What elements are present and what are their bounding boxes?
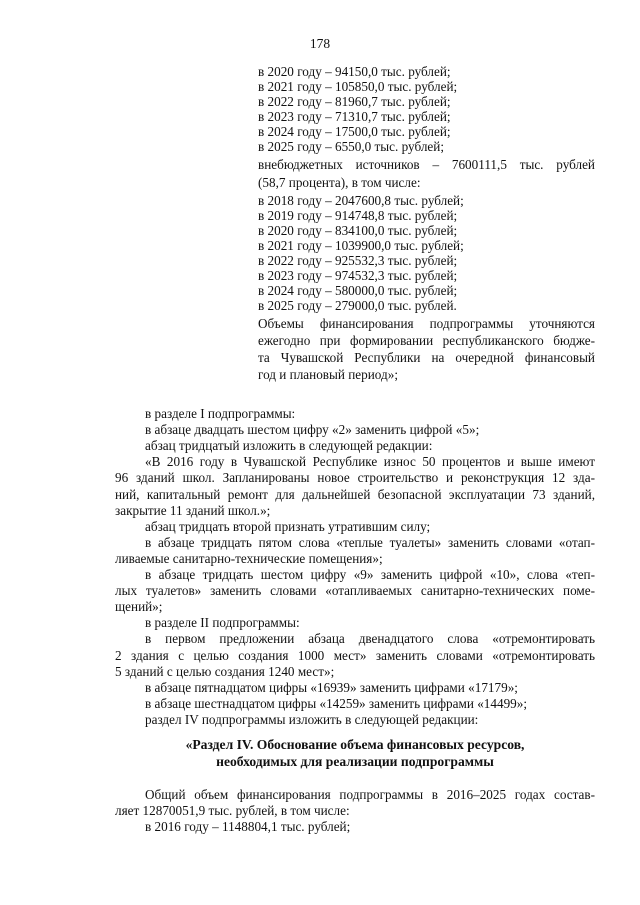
year-line: в 2021 году – 105850,0 тыс. рублей; [258, 79, 458, 94]
page-number: 178 [309, 36, 331, 51]
clarify-line: та Чувашской Республики на очередной финансовый [258, 350, 595, 365]
year-line: в 2025 году – 279000,0 тыс. рублей. [258, 298, 457, 313]
paragraph-line: в разделе I подпрограммы: [145, 406, 296, 421]
year-line: в 2023 году – 71310,7 тыс. рублей; [258, 109, 451, 124]
clarify-line: Объемы финансирования подпрограммы уточняются [258, 316, 595, 331]
paragraph-line: абзац тридцатый изложить в следующей редакции: [145, 438, 433, 454]
year-line: в 2025 году – 6550,0 тыс. рублей; [258, 139, 444, 154]
year-line: в 2019 году – 914748,8 тыс. рублей; [258, 208, 458, 223]
paragraph-line: Общий объем финансирования подпрограммы в 2016–2025 годах состав- [145, 787, 595, 802]
paragraph-line: в первом предложении абзаца двенадцатого слова «отремонтировать [145, 631, 595, 647]
clarify-line: год и плановый период»; [258, 367, 398, 382]
year-line: в 2024 году – 17500,0 тыс. рублей; [258, 124, 451, 139]
extrabudget-line: внебюджетных источников – 7600111,5 тыс. рублей [258, 157, 595, 172]
paragraph-line: в 2016 году – 1148804,1 тыс. рублей; [145, 819, 351, 835]
year-line: в 2022 году – 925532,3 тыс. рублей; [258, 253, 458, 268]
paragraph-line: щений»; [115, 599, 163, 615]
paragraph-line: в абзаце шестнадцатом цифры «14259» заменить цифрами «14499»; [145, 695, 528, 711]
year-line: в 2018 году – 2047600,8 тыс. рублей; [258, 193, 464, 208]
extrabudget-line: (58,7 процента), в том числе: [258, 175, 421, 190]
year-line: в 2022 году – 81960,7 тыс. рублей; [258, 94, 451, 109]
year-line: в 2020 году – 94150,0 тыс. рублей; [258, 64, 451, 79]
paragraph-line: в разделе II подпрограммы: [145, 615, 300, 631]
paragraph-line: в абзаце двадцать шестом цифру «2» заменить цифрой «5»; [145, 422, 480, 438]
paragraph-line: 96 зданий школ. Запланированы новое строительство и реконструкция 12 зда- [115, 470, 595, 486]
paragraph-line: в абзаце тридцать пятом слова «теплые туалеты» заменить словами «отап- [145, 534, 595, 550]
paragraph-line: лых туалетов» заменить словами «отапливаемых санитарно-технических поме- [115, 583, 595, 599]
paragraph-line: 5 зданий с целью создания 1240 мест»; [115, 663, 335, 679]
paragraph-line: ний, капитальный ремонт для дальнейшей безопасной эксплуатации 73 зданий, [115, 486, 595, 502]
year-line: в 2021 году – 1039900,0 тыс. рублей; [258, 238, 464, 253]
paragraph-line: 2 здания с целью создания 1000 мест» заменить словами «отремонтировать [115, 647, 595, 663]
year-line: в 2020 году – 834100,0 тыс. рублей; [258, 223, 458, 238]
paragraph-line: «В 2016 году в Чувашской Республике износ 50 процентов и выше имеют [145, 454, 595, 470]
paragraph-line: абзац тридцать второй признать утратившим силу; [145, 518, 431, 534]
section-heading-line: необходимых для реализации подпрограммы [216, 754, 494, 769]
paragraph-line: в абзаце пятнадцатом цифры «16939» заменить цифрами «17179»; [145, 679, 518, 695]
section-heading-line: «Раздел IV. Обоснование объема финансовых ресурсов, [185, 737, 525, 752]
paragraph-line: ляет 12870051,9 тыс. рублей, в том числе: [115, 803, 350, 819]
paragraph-line: закрытие 11 зданий школ.»; [115, 502, 271, 518]
clarify-line: ежегодно при формировании республиканского бюдже- [258, 333, 595, 348]
paragraph-line: в абзаце тридцать шестом цифру «9» заменить цифрой «10», слова «теп- [145, 567, 595, 582]
paragraph-line: раздел IV подпрограммы изложить в следующей редакции: [145, 711, 479, 727]
year-line: в 2024 году – 580000,0 тыс. рублей; [258, 283, 458, 298]
paragraph-line: ливаемые санитарно-технические помещения»; [115, 550, 383, 566]
year-line: в 2023 году – 974532,3 тыс. рублей; [258, 268, 458, 283]
